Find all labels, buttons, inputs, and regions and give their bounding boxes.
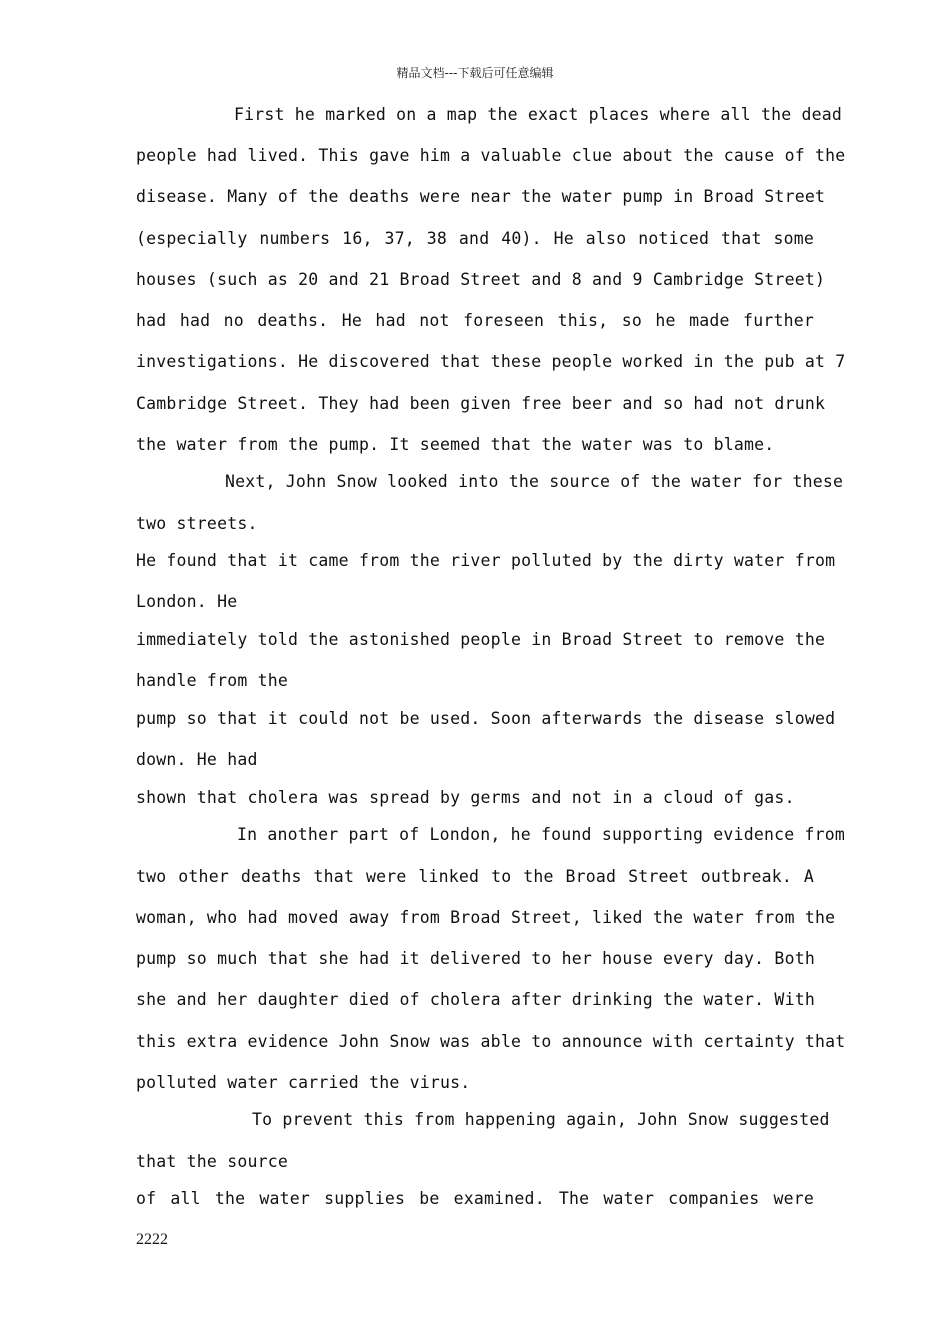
text-line: she and her daughter died of cholera after drinking the water. With — [136, 990, 815, 1009]
text-line: two other deaths that were linked to the Broad Street outbreak. A — [136, 867, 814, 886]
text-line: that the source — [136, 1152, 289, 1171]
text-line: To prevent this from happening again, John Snow suggested — [252, 1110, 830, 1129]
text-line: of all the water supplies be examined. The water companies were — [136, 1189, 814, 1208]
text-line: this extra evidence John Snow was able to announce with certainty that — [136, 1032, 846, 1051]
text-line: pump so that it could not be used. Soon afterwards the disease slowed — [136, 709, 836, 728]
text-line: two streets. — [136, 514, 258, 533]
text-line: London. He — [136, 592, 238, 611]
text-line: the water from the pump. It seemed that the water was to blame. — [136, 435, 775, 454]
text-line: woman, who had moved away from Broad Street, liked the water from the — [136, 908, 836, 927]
text-line: polluted water carried the virus. — [136, 1073, 471, 1092]
text-line: First he marked on a map the exact places where all the dead — [234, 105, 843, 124]
text-line: shown that cholera was spread by germs and not in a cloud of gas. — [136, 788, 795, 807]
text-line: investigations. He discovered that these people worked in the pub at 7 — [136, 352, 846, 371]
text-line: (especially numbers 16, 37, 38 and 40). He also noticed that some — [136, 229, 814, 248]
text-line: In another part of London, he found supporting evidence from — [237, 825, 846, 844]
page-header: 精品文档---下载后可任意编辑 — [396, 66, 554, 80]
text-line: pump so much that she had it delivered to her house every day. Both — [136, 949, 815, 968]
page-number: 2222 — [136, 1231, 168, 1248]
text-line: He found that it came from the river polluted by the dirty water from — [136, 551, 836, 570]
text-line: Cambridge Street. They had been given free beer and so had not drunk — [136, 394, 826, 413]
text-line: handle from the — [136, 671, 289, 690]
text-line: Next, John Snow looked into the source of the water for these — [225, 472, 844, 491]
text-line: houses (such as 20 and 21 Broad Street and 8 and 9 Cambridge Street) — [136, 270, 826, 289]
text-line: immediately told the astonished people in Broad Street to remove the — [136, 630, 826, 649]
text-line: down. He had — [136, 750, 258, 769]
text-line: disease. Many of the deaths were near the water pump in Broad Street — [136, 187, 826, 206]
text-line: had had no deaths. He had not foreseen this, so he made further — [136, 311, 814, 330]
text-line: people had lived. This gave him a valuable clue about the cause of the — [136, 146, 846, 165]
